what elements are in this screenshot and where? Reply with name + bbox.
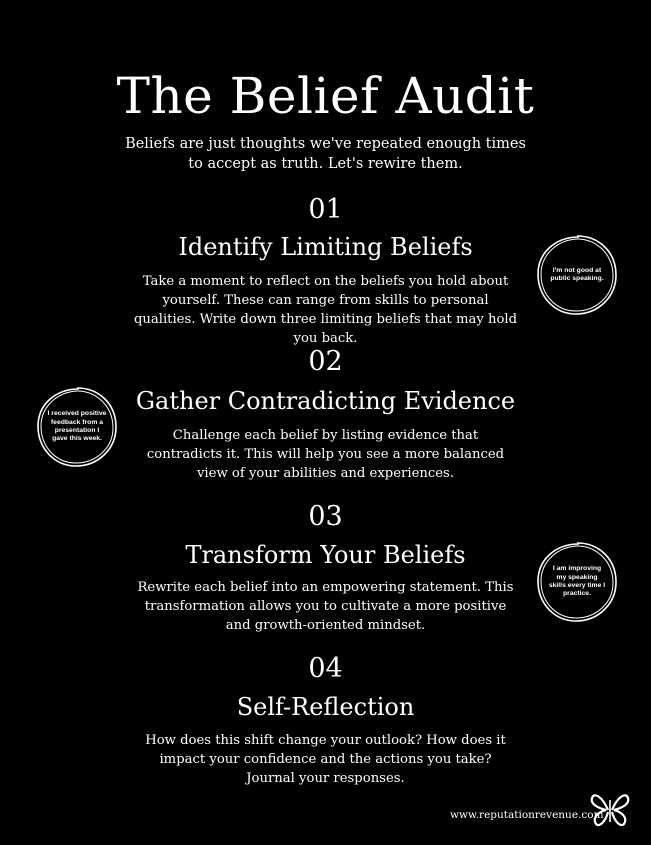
butterfly-logo-icon <box>588 790 632 830</box>
step-body-02: Challenge each belief by listing evidence that contradicts it. This will help you see a more balanced view of your abilities and experiences. <box>146 428 505 481</box>
step-heading-02: Gather Contradicting Evidence <box>135 387 516 415</box>
intro-text: Beliefs are just thoughts we've repeated enough times to accept as truth. Let's rewire them. <box>125 136 526 172</box>
page-title: The Belief Audit <box>116 67 535 125</box>
step-heading-03: Transform Your Beliefs <box>185 541 466 569</box>
note-bubble-01 <box>535 233 619 317</box>
note-bubble-03 <box>535 540 619 624</box>
step-body-01: Take a moment to reflect on the beliefs you hold about yourself. These can range from skills to personal qualities. Write down three limiting beliefs that may hold you back. <box>133 274 518 346</box>
note-bubble-text: I am improving my speaking skills every time I practice. <box>548 565 606 598</box>
step-body-04: How does this shift change your outlook? How does it impact your confidence and the actions you take? Journal your responses. <box>145 733 506 786</box>
step-body-03: Rewrite each belief into an empowering statement. This transformation allows you to cultivate a more positive and growth-oriented mindset. <box>137 580 514 633</box>
step-number-01: 01 <box>308 194 343 225</box>
step-heading-04: Self-Reflection <box>236 693 415 721</box>
step-number-03: 03 <box>308 501 343 532</box>
note-bubble-text: I'm not good at public speaking. <box>550 266 604 282</box>
step-heading-01: Identify Limiting Beliefs <box>178 233 473 261</box>
note-bubble-text: I received positive feedback from a presentation I gave this week. <box>47 410 107 443</box>
step-number-04: 04 <box>308 653 343 684</box>
step-number-02: 02 <box>308 346 343 377</box>
note-bubble-02 <box>35 385 119 469</box>
footer-url: www.reputationrevenue.com <box>450 809 604 821</box>
